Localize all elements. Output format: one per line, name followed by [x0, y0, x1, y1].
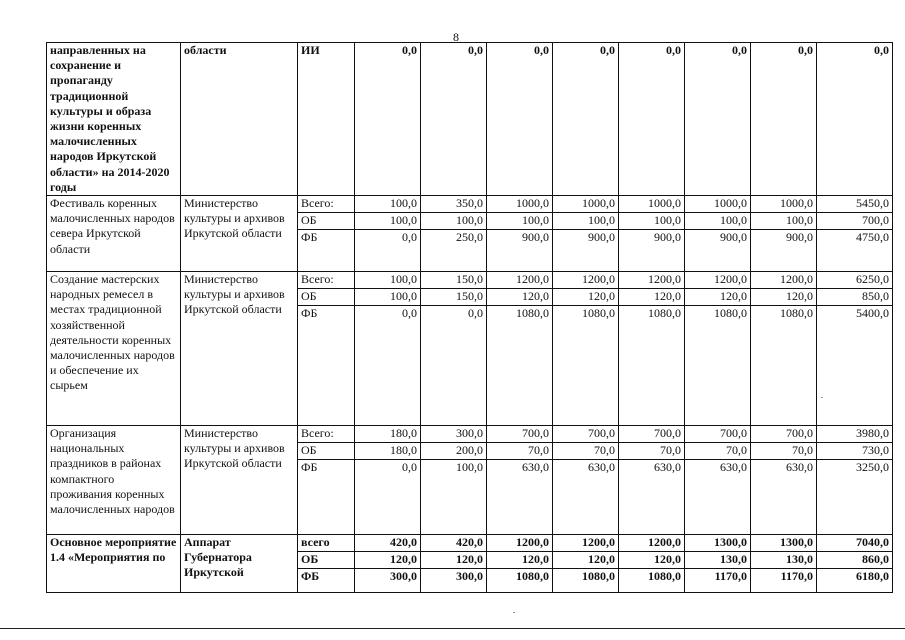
year-value: 200,0	[421, 443, 487, 460]
total-value: 5450,0	[817, 196, 893, 213]
year-value: 120,0	[619, 289, 685, 306]
year-value: 300,0	[421, 569, 487, 593]
total-value: 700,0	[817, 213, 893, 230]
year-value: 120,0	[553, 552, 619, 569]
year-value: 100,0	[355, 272, 421, 289]
total-value: 6180,0	[817, 569, 893, 593]
year-value: 900,0	[487, 230, 553, 272]
responsible-executor: Аппарат Губернатора Иркутской	[181, 535, 298, 593]
year-value: 420,0	[421, 535, 487, 552]
year-value: 1080,0	[487, 306, 553, 426]
funding-source: ФБ	[298, 460, 355, 535]
year-value: 300,0	[355, 569, 421, 593]
year-value: 1080,0	[553, 306, 619, 426]
table-row	[47, 196, 893, 213]
year-value: 70,0	[487, 443, 553, 460]
funding-source: ФБ	[298, 306, 355, 426]
total-value: 0,0	[817, 43, 893, 196]
year-value: 130,0	[751, 552, 817, 569]
year-value: 630,0	[685, 460, 751, 535]
year-value: 120,0	[619, 552, 685, 569]
year-value: 1300,0	[685, 535, 751, 552]
table-row	[47, 43, 893, 196]
year-value: 630,0	[751, 460, 817, 535]
year-value: 700,0	[751, 426, 817, 443]
year-value: 420,0	[355, 535, 421, 552]
year-value: 900,0	[619, 230, 685, 272]
year-value: 120,0	[421, 552, 487, 569]
year-value: 0,0	[619, 43, 685, 196]
year-value: 70,0	[619, 443, 685, 460]
activity-description: Создание мастерских народных ремесел в местах традиционной хозяйственной деятельности коренных малочисленных народов и обеспечение их сырьем	[47, 272, 181, 426]
year-value: 100,0	[355, 213, 421, 230]
year-value: 1200,0	[553, 535, 619, 552]
activity-description: Организация национальных праздников в районах компактного проживания коренных малочисленных народов	[47, 426, 181, 535]
year-value: 0,0	[355, 43, 421, 196]
year-value: 120,0	[355, 552, 421, 569]
year-value: 900,0	[751, 230, 817, 272]
year-value: 100,0	[421, 460, 487, 535]
year-value: 1200,0	[487, 272, 553, 289]
year-value: 1080,0	[553, 569, 619, 593]
year-value: 0,0	[751, 43, 817, 196]
total-value: 7040,0	[817, 535, 893, 552]
year-value: 100,0	[421, 213, 487, 230]
year-value: 1080,0	[619, 306, 685, 426]
year-value: 1000,0	[553, 196, 619, 213]
year-value: 100,0	[355, 289, 421, 306]
year-value: 120,0	[487, 289, 553, 306]
year-value: 100,0	[553, 213, 619, 230]
year-value: 900,0	[553, 230, 619, 272]
year-value: 0,0	[421, 306, 487, 426]
year-value: 1000,0	[487, 196, 553, 213]
budget-table	[46, 42, 893, 593]
responsible-executor: области	[181, 43, 298, 196]
total-value: 4750,0	[817, 230, 893, 272]
total-value: 730,0	[817, 443, 893, 460]
year-value: 150,0	[421, 272, 487, 289]
funding-source: ОБ	[298, 443, 355, 460]
total-value: 5400,0	[817, 306, 893, 426]
year-value: 1200,0	[751, 272, 817, 289]
year-value: 120,0	[751, 289, 817, 306]
total-value: 3250,0	[817, 460, 893, 535]
year-value: 70,0	[751, 443, 817, 460]
year-value: 1300,0	[751, 535, 817, 552]
funding-source: ФБ	[298, 569, 355, 593]
total-value: 860,0	[817, 552, 893, 569]
funding-source: ФБ	[298, 230, 355, 272]
year-value: 700,0	[685, 426, 751, 443]
year-value: 1080,0	[685, 306, 751, 426]
year-value: 1200,0	[553, 272, 619, 289]
table-row	[47, 426, 893, 443]
year-value: 130,0	[685, 552, 751, 569]
scan-speck	[513, 612, 515, 613]
year-value: 350,0	[421, 196, 487, 213]
year-value: 1000,0	[685, 196, 751, 213]
year-value: 180,0	[355, 443, 421, 460]
year-value: 1170,0	[685, 569, 751, 593]
funding-source: Всего:	[298, 196, 355, 213]
year-value: 700,0	[553, 426, 619, 443]
year-value: 0,0	[685, 43, 751, 196]
year-value: 630,0	[487, 460, 553, 535]
year-value: 1200,0	[619, 272, 685, 289]
total-value: 3980,0	[817, 426, 893, 443]
year-value: 100,0	[619, 213, 685, 230]
year-value: 1200,0	[487, 535, 553, 552]
year-value: 180,0	[355, 426, 421, 443]
activity-description: Основное мероприятие 1.4 «Мероприятия по	[47, 535, 181, 593]
year-value: 70,0	[685, 443, 751, 460]
year-value: 0,0	[355, 230, 421, 272]
year-value: 1170,0	[751, 569, 817, 593]
year-value: 0,0	[553, 43, 619, 196]
funding-source: Всего:	[298, 272, 355, 289]
table-row	[47, 535, 893, 552]
funding-source: ИИ	[298, 43, 355, 196]
year-value: 0,0	[355, 306, 421, 426]
year-value: 1000,0	[751, 196, 817, 213]
year-value: 1080,0	[619, 569, 685, 593]
year-value: 100,0	[685, 213, 751, 230]
year-value: 120,0	[487, 552, 553, 569]
year-value: 70,0	[553, 443, 619, 460]
table-row	[47, 272, 893, 289]
year-value: 100,0	[355, 196, 421, 213]
year-value: 150,0	[421, 289, 487, 306]
year-value: 250,0	[421, 230, 487, 272]
year-value: 120,0	[685, 289, 751, 306]
year-value: 630,0	[619, 460, 685, 535]
year-value: 300,0	[421, 426, 487, 443]
responsible-executor: Министерство культуры и архивов Иркутской области	[181, 196, 298, 272]
funding-source: всего	[298, 535, 355, 552]
activity-description: Фестиваль коренных малочисленных народов севера Иркутской области	[47, 196, 181, 272]
scan-speck	[821, 397, 823, 398]
year-value: 630,0	[553, 460, 619, 535]
funding-source: ОБ	[298, 213, 355, 230]
funding-source: ОБ	[298, 552, 355, 569]
year-value: 1080,0	[487, 569, 553, 593]
responsible-executor: Министерство культуры и архивов Иркутской области	[181, 426, 298, 535]
year-value: 0,0	[355, 460, 421, 535]
year-value: 100,0	[751, 213, 817, 230]
year-value: 700,0	[619, 426, 685, 443]
year-value: 100,0	[487, 213, 553, 230]
funding-source: Всего:	[298, 426, 355, 443]
activity-description: направленных на сохранение и пропаганду традиционной культуры и образа жизни коренных малочисленных народов Иркутской области» на 2014-2020 годы	[47, 43, 181, 196]
total-value: 850,0	[817, 289, 893, 306]
responsible-executor: Министерство культуры и архивов Иркутской области	[181, 272, 298, 426]
funding-source: ОБ	[298, 289, 355, 306]
page-bottom-edge	[0, 628, 905, 629]
year-value: 700,0	[487, 426, 553, 443]
page-number: 8	[453, 30, 459, 44]
year-value: 120,0	[553, 289, 619, 306]
year-value: 1200,0	[619, 535, 685, 552]
year-value: 1080,0	[751, 306, 817, 426]
year-value: 1200,0	[685, 272, 751, 289]
total-value: 6250,0	[817, 272, 893, 289]
year-value: 1000,0	[619, 196, 685, 213]
year-value: 0,0	[487, 43, 553, 196]
year-value: 900,0	[685, 230, 751, 272]
year-value: 0,0	[421, 43, 487, 196]
